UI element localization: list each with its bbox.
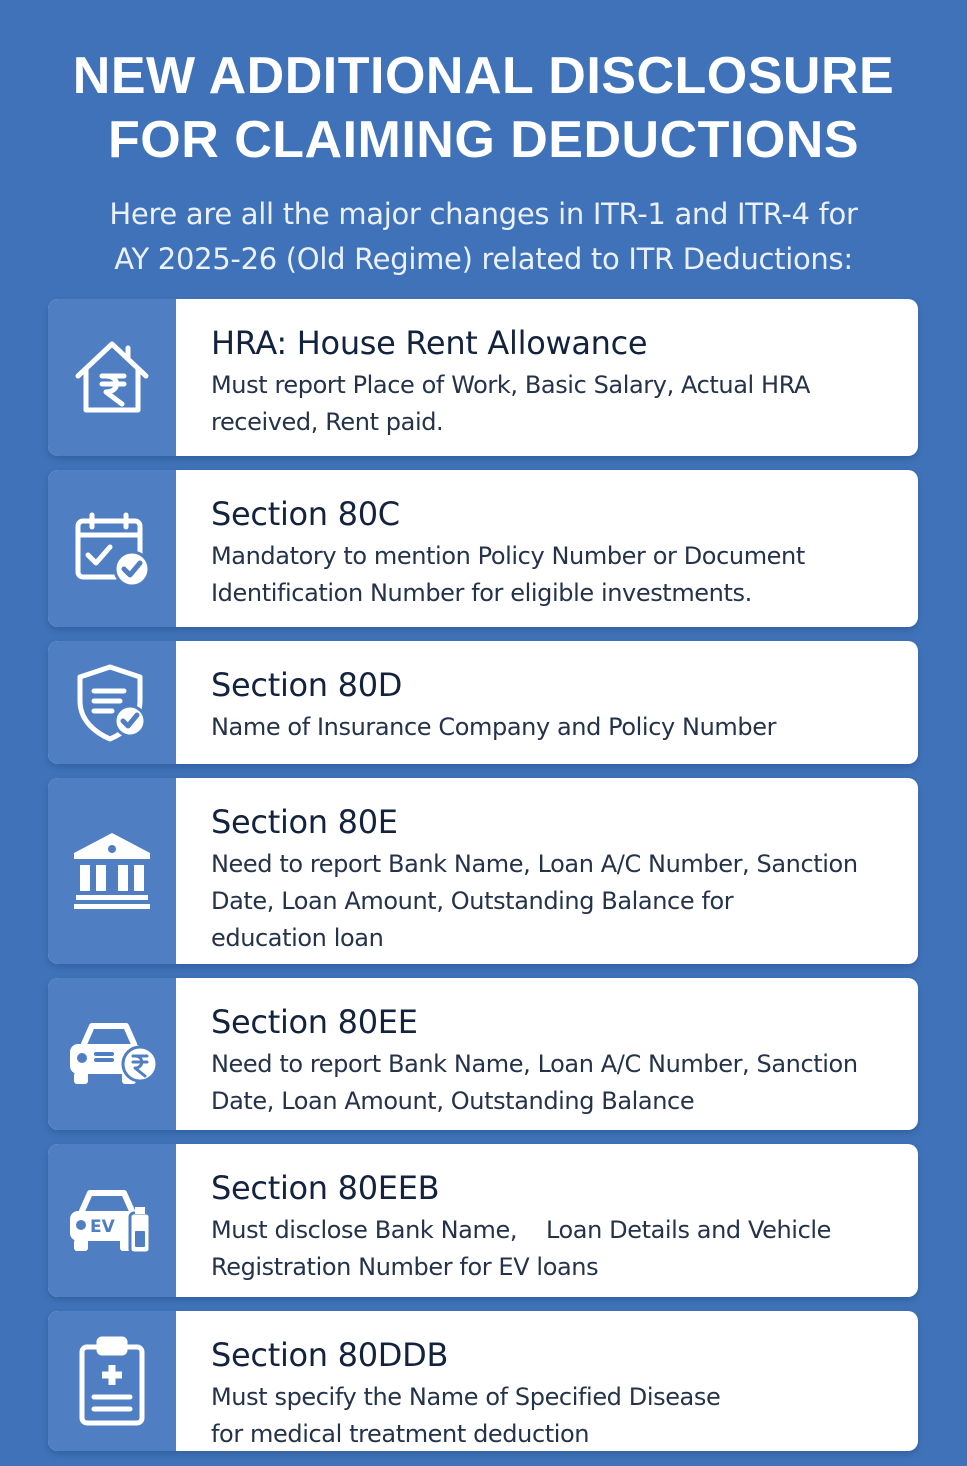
card-description-line: Need to report Bank Name, Loan A/C Number, Sanction bbox=[211, 1050, 858, 1078]
calendar-check-icon bbox=[48, 470, 176, 627]
subtitle-line-1: Here are all the major changes in ITR-1 and ITR-4 for bbox=[109, 197, 858, 231]
car-rupee-icon bbox=[48, 978, 176, 1130]
card-heading: Section 80DDB bbox=[211, 1336, 449, 1374]
card-description-line: Identification Number for eligible investments. bbox=[211, 579, 752, 607]
house-rupee-icon bbox=[48, 299, 176, 456]
card-description-line: education loan bbox=[211, 924, 384, 952]
card-80c bbox=[48, 470, 918, 627]
card-description-line: Registration Number for EV loans bbox=[211, 1253, 599, 1281]
bank-icon bbox=[48, 778, 176, 964]
card-description-line: Need to report Bank Name, Loan A/C Number, Sanction bbox=[211, 850, 858, 878]
card-80eeb bbox=[48, 1144, 918, 1297]
card-description bbox=[211, 1379, 898, 1451]
card-description-line: for medical treatment deduction bbox=[211, 1420, 590, 1448]
card-description-line: Mandatory to mention Policy Number or Document bbox=[211, 542, 805, 570]
card-description-line: Date, Loan Amount, Outstanding Balance bbox=[211, 1087, 695, 1115]
card-description bbox=[211, 1046, 898, 1120]
ev-car-icon bbox=[48, 1144, 176, 1297]
card-description-line: Date, Loan Amount, Outstanding Balance for bbox=[211, 887, 734, 915]
card-hra bbox=[48, 299, 918, 456]
card-description-line: Must specify the Name of Specified Disease bbox=[211, 1383, 721, 1411]
card-description bbox=[211, 367, 898, 441]
card-80d bbox=[48, 641, 918, 764]
card-80ddb bbox=[48, 1311, 918, 1451]
page-subtitle bbox=[0, 192, 967, 282]
card-description-line: Name of Insurance Company and Policy Number bbox=[211, 713, 777, 741]
card-description-line: Must disclose Bank Name, Loan Details and Vehicle bbox=[211, 1216, 831, 1244]
ev-label: EV bbox=[90, 1216, 115, 1237]
card-80ee bbox=[48, 978, 918, 1130]
card-heading: Section 80D bbox=[211, 666, 403, 704]
card-description bbox=[211, 538, 898, 612]
shield-check-icon bbox=[48, 641, 176, 764]
card-heading: Section 80E bbox=[211, 803, 398, 841]
card-description bbox=[211, 846, 898, 957]
subtitle-line-2: AY 2025-26 (Old Regime) related to ITR Deductions: bbox=[114, 242, 853, 276]
card-description-line: Must report Place of Work, Basic Salary, Actual HRA bbox=[211, 371, 811, 399]
card-heading: Section 80EEB bbox=[211, 1169, 440, 1207]
card-heading: Section 80EE bbox=[211, 1003, 418, 1041]
card-description bbox=[211, 709, 898, 746]
title-line-2: FOR CLAIMING DEDUCTIONS bbox=[107, 111, 860, 169]
card-description bbox=[211, 1212, 898, 1286]
card-80e bbox=[48, 778, 918, 964]
title-line-1: NEW ADDITIONAL DISCLOSURE bbox=[72, 47, 895, 105]
page-title bbox=[0, 44, 967, 172]
card-heading: HRA: House Rent Allowance bbox=[211, 324, 648, 362]
card-heading: Section 80C bbox=[211, 495, 400, 533]
card-description-line: received, Rent paid. bbox=[211, 408, 444, 436]
medical-clipboard-icon bbox=[48, 1311, 176, 1451]
